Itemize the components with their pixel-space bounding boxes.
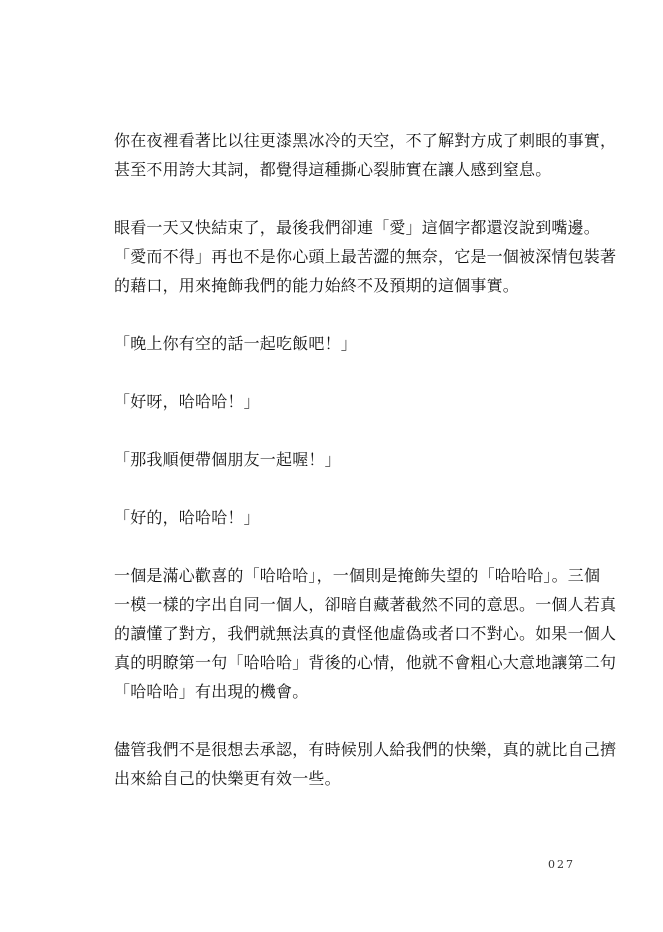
- text-line: 出來給自己的快樂更有效一些。: [114, 769, 341, 788]
- text-line: 甚至不用誇大其詞，都覺得這種撕心裂肺實在讓人感到窒息。: [114, 160, 552, 179]
- dialogue-line-3: [114, 445, 582, 474]
- text-line: 儘管我們不是很想去承認，有時候別人給我們的快樂，真的就比自己擠: [114, 740, 617, 759]
- paragraph-hahaha: [114, 561, 617, 706]
- text-line: 「好呀，哈哈哈！」: [114, 392, 260, 411]
- text-line: 的藉口，用來掩飾我們的能力始終不及預期的這個事實。: [114, 276, 520, 295]
- text-line: 的讀懂了對方，我們就無法真的責怪他虛偽或者口不對心。如果一個人: [114, 624, 617, 643]
- text-line: 「好的，哈哈哈！」: [114, 508, 260, 527]
- text-line: 「愛而不得」再也不是你心頭上最苦澀的無奈，它是一個被深情包裝著: [114, 247, 617, 266]
- text-line: 你在夜裡看著比以往更漆黑冰冷的天空，不了解對方成了刺眼的事實，: [114, 131, 617, 150]
- paragraph-love: [114, 213, 617, 300]
- dialogue-line-2: [114, 387, 582, 416]
- page-number: 027: [548, 858, 575, 871]
- text-line: 真的明瞭第一句「哈哈哈」背後的心情，他就不會粗心大意地讓第二句: [114, 653, 617, 672]
- body-text: [114, 126, 617, 793]
- text-line: 「晚上你有空的話一起吃飯吧！」: [114, 334, 358, 353]
- text-line: 眼看一天又快結束了，最後我們卻連「愛」這個字都還沒說到嘴邊。: [114, 218, 601, 237]
- dialogue-line-1: [114, 329, 582, 358]
- text-line: 一個是滿心歡喜的「哈哈哈」，一個則是掩飾失望的「哈哈哈」。三個: [114, 566, 601, 585]
- dialogue-line-4: [114, 503, 582, 532]
- text-line: 「那我順便帶個朋友一起喔！」: [114, 450, 341, 469]
- paragraph-happiness: [114, 735, 617, 793]
- text-line: 一模一樣的字出自同一個人，卻暗自藏著截然不同的意思。一個人若真: [114, 595, 617, 614]
- paragraph-night-sky: [114, 126, 617, 184]
- text-line: 「哈哈哈」有出現的機會。: [114, 682, 309, 701]
